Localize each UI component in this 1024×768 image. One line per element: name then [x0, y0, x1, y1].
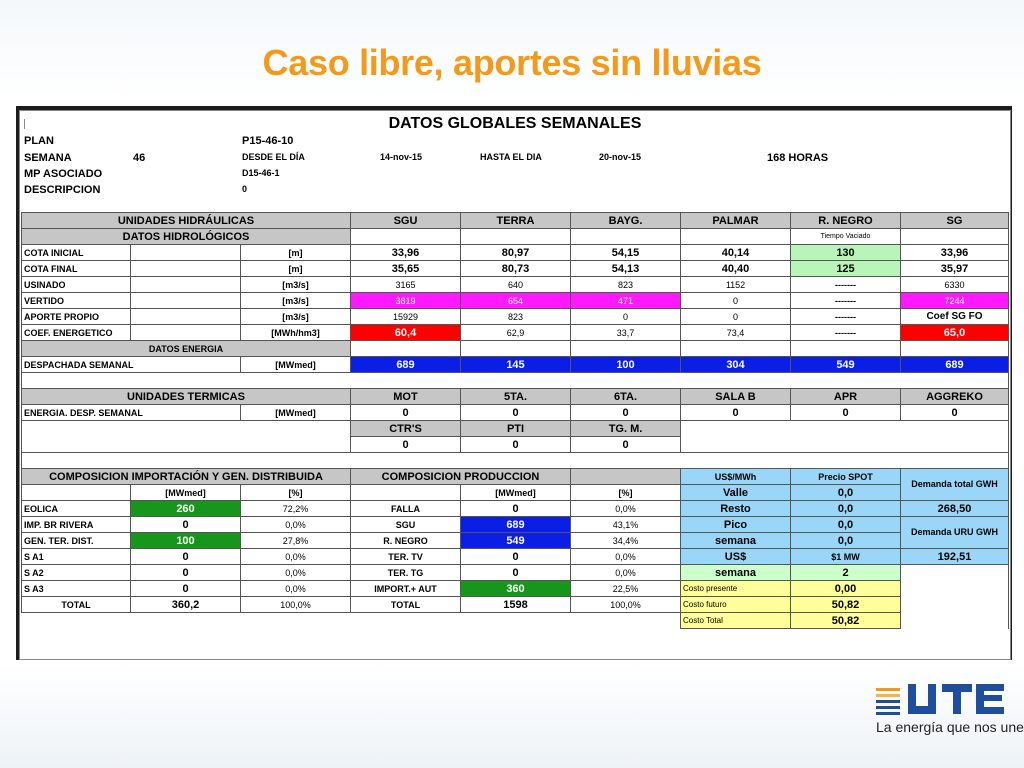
cell: 35,97 — [901, 261, 1009, 277]
thermal-values2-row — [22, 437, 1009, 453]
cell: ------- — [791, 309, 901, 325]
cell: 54,15 — [571, 245, 681, 261]
cell: 640 — [461, 277, 571, 293]
col-palmar: PALMAR — [681, 213, 791, 229]
cell-highlight-blue: 689 — [901, 357, 1009, 373]
cell-highlight-red: 65,0 — [901, 325, 1009, 341]
thermal-section-label: UNIDADES TERMICAS — [22, 389, 351, 405]
descripcion-value: 0 — [242, 184, 248, 194]
hasta-label: HASTA EL DIA — [480, 152, 542, 162]
row-unit: [m3/s] — [241, 277, 351, 293]
desde-label: DESDE EL DÍA — [242, 152, 305, 162]
cell: 73,4 — [681, 325, 791, 341]
table-row — [22, 261, 1009, 277]
precio-spot-label: Precio SPOT — [791, 469, 901, 485]
hydro-header-row — [22, 213, 1009, 229]
cell: 0 — [461, 501, 571, 517]
cell: 6330 — [901, 277, 1009, 293]
usd-mwh-label: US$/MWh — [681, 469, 791, 485]
cell: ------- — [791, 293, 901, 309]
cell: 0 — [901, 405, 1009, 421]
hasta-value: 20-nov-15 — [599, 152, 642, 162]
datos-energia-label: DATOS ENERGIA — [22, 341, 351, 357]
row-label: EOLICA — [22, 501, 131, 517]
col-tgm: TG. M. — [571, 421, 681, 437]
total-prod-pct: 100,0% — [571, 597, 681, 613]
datos-hidrologicos-row — [22, 229, 1009, 245]
tiempo-vaciado-label: Tiempo Vaciado — [791, 229, 901, 245]
semana-label: SEMANA — [24, 152, 72, 164]
row-label: COTA FINAL — [22, 261, 131, 277]
costo-total-row — [22, 613, 1009, 629]
brand-tagline: La energía que nos une — [876, 719, 1024, 735]
col-6ta: 6TA. — [571, 389, 681, 405]
col-rnegro: R. NEGRO — [791, 213, 901, 229]
prod-label: FALLA — [351, 501, 461, 517]
cell: 823 — [571, 277, 681, 293]
spot-value: $1 MW — [791, 549, 901, 565]
row-unit: [MWmed] — [241, 405, 351, 421]
demanda-uru-label: Demanda URU GWH — [901, 517, 1009, 549]
spacer-row — [22, 453, 1009, 469]
cell-highlight-green: 100 — [131, 533, 241, 549]
cell: 823 — [461, 309, 571, 325]
cell: 0 — [791, 405, 901, 421]
prod-label: TER. TG — [351, 565, 461, 581]
spacer-row — [22, 373, 1009, 389]
demanda-uru-value: 192,51 — [901, 549, 1009, 565]
hydro-section-label: UNIDADES HIDRÁULICAS — [22, 213, 351, 229]
cell-highlight-blue: 549 — [791, 357, 901, 373]
cell: 27,8% — [241, 533, 351, 549]
thermal-energy-row — [22, 405, 1009, 421]
table-row — [22, 293, 1009, 309]
cell-highlight-magenta: 7244 — [901, 293, 1009, 309]
cell: 0 — [681, 309, 791, 325]
coef-sg-fo-label: Coef SG FO — [901, 309, 1009, 325]
cell: 0 — [571, 309, 681, 325]
table-row — [22, 581, 1009, 597]
cell: 0 — [131, 517, 241, 533]
row-unit: [m] — [241, 245, 351, 261]
cell-highlight-blue: 549 — [461, 533, 571, 549]
spot-value: 0,0 — [791, 501, 901, 517]
cell-highlight-blue: 100 — [571, 357, 681, 373]
cell-highlight-blue: 304 — [681, 357, 791, 373]
cell: 0,0% — [241, 581, 351, 597]
descripcion-label: DESCRIPCION — [24, 184, 101, 196]
import-header: COMPOSICION IMPORTACIÓN Y GEN. DISTRIBUIDA — [22, 469, 351, 485]
logo-stripes-icon — [876, 688, 900, 715]
cell: 0 — [131, 565, 241, 581]
cell: 80,73 — [461, 261, 571, 277]
spot-label: semana — [681, 565, 791, 581]
costo-total-value: 50,82 — [791, 613, 901, 629]
prod-label: SGU — [351, 517, 461, 533]
cell: 0 — [681, 405, 791, 421]
prod-header: COMPOSICION PRODUCCION — [351, 469, 571, 485]
composicion-header-row — [22, 469, 1009, 485]
cell-highlight-blue: 689 — [461, 517, 571, 533]
demanda-total-value: 268,50 — [901, 501, 1009, 517]
cell-highlight-red: 60,4 — [351, 325, 461, 341]
cell: 54,13 — [571, 261, 681, 277]
cell: 35,65 — [351, 261, 461, 277]
row-label: DESPACHADA SEMANAL — [22, 357, 241, 373]
cell: 15929 — [351, 309, 461, 325]
cell-highlight-blue: 145 — [461, 357, 571, 373]
col-aggreko: AGGREKO — [901, 389, 1009, 405]
spot-label: Resto — [681, 501, 791, 517]
table-row — [22, 309, 1009, 325]
cell: 43,1% — [571, 517, 681, 533]
plan-value: P15-46-10 — [242, 135, 294, 147]
spot-value: 0,0 — [791, 517, 901, 533]
prod-label: IMPORT.+ AUT — [351, 581, 461, 597]
composicion-units-row — [22, 485, 1009, 501]
unit-pct: [%] — [241, 485, 351, 501]
datos-energia-row — [22, 341, 1009, 357]
col-sala-b: SALA B — [681, 389, 791, 405]
slide-title: Caso libre, aportes sin lluvias — [262, 42, 762, 83]
prod-label: TER. TV — [351, 549, 461, 565]
col-apr: APR — [791, 389, 901, 405]
cell-highlight-green: 360 — [461, 581, 571, 597]
row-label: APORTE PROPIO — [22, 309, 131, 325]
cell: 33,96 — [901, 245, 1009, 261]
thermal-header-row — [22, 389, 1009, 405]
cell: 0 — [131, 581, 241, 597]
row-label: COTA INICIAL — [22, 245, 131, 261]
row-unit: [m3/s] — [241, 309, 351, 325]
row-label: GEN. TER. DIST. — [22, 533, 131, 549]
mp-label: MP ASOCIADO — [24, 168, 103, 180]
prod-label: R. NEGRO — [351, 533, 461, 549]
col-terra: TERRA — [461, 213, 571, 229]
spot-value: 0,0 — [791, 485, 901, 501]
horas-value: 168 HORAS — [767, 152, 829, 164]
costo-presente-label: Costo presente — [681, 581, 791, 597]
total-prod-label: TOTAL — [351, 597, 461, 613]
cell-highlight-green: 125 — [791, 261, 901, 277]
cell: 40,40 — [681, 261, 791, 277]
total-prod-mw: 1598 — [461, 597, 571, 613]
cell: 3165 — [351, 277, 461, 293]
cell: 0,0% — [571, 501, 681, 517]
cell: 1152 — [681, 277, 791, 293]
cell: 0,0% — [241, 517, 351, 533]
cell: 0 — [681, 293, 791, 309]
cell-highlight-magenta: 3819 — [351, 293, 461, 309]
total-pct: 100,0% — [241, 597, 351, 613]
total-mw: 360,2 — [131, 597, 241, 613]
unit-mw: [MWmed] — [131, 485, 241, 501]
cell-highlight-blue: 689 — [351, 357, 461, 373]
costo-presente-value: 0,00 — [791, 581, 901, 597]
table-row — [22, 325, 1009, 341]
desde-value: 14-nov-15 — [380, 152, 423, 162]
costo-total-label: Costo Total — [681, 613, 791, 629]
row-label: IMP. BR RIVERA — [22, 517, 131, 533]
row-label: S A1 — [22, 549, 131, 565]
demanda-total-label: Demanda total GWH — [901, 469, 1009, 501]
costo-futuro-label: Costo futuro — [681, 597, 791, 613]
spot-value: 0,0 — [791, 533, 901, 549]
cell: 0 — [571, 405, 681, 421]
data-table — [21, 212, 1009, 629]
costo-futuro-value: 50,82 — [791, 597, 901, 613]
table-row — [22, 245, 1009, 261]
spot-label: Valle — [681, 485, 791, 501]
cell: 0 — [351, 437, 461, 453]
row-unit: [m] — [241, 261, 351, 277]
total-label: TOTAL — [22, 597, 131, 613]
cell: 0 — [461, 549, 571, 565]
ute-logo — [872, 678, 1012, 722]
cell: 22,5% — [571, 581, 681, 597]
logo-letters-icon — [908, 684, 1004, 714]
cell: 0,0% — [571, 565, 681, 581]
cell: 0,0% — [241, 549, 351, 565]
cell: 0,0% — [571, 549, 681, 565]
row-label: ENERGIA. DESP. SEMANAL — [22, 405, 241, 421]
cell: 34,4% — [571, 533, 681, 549]
cell: 0 — [461, 437, 571, 453]
cell: 0 — [571, 437, 681, 453]
despachada-row — [22, 357, 1009, 373]
sheet-title: DATOS GLOBALES SEMANALES — [388, 115, 642, 132]
row-label: S A3 — [22, 581, 131, 597]
semana-value: 46 — [133, 152, 146, 164]
unit-pct: [%] — [571, 485, 681, 501]
row-unit: [MWh/hm3] — [241, 325, 351, 341]
cell: 33,96 — [351, 245, 461, 261]
thermal-header2-row — [22, 421, 1009, 437]
cell-highlight-green: 130 — [791, 245, 901, 261]
mp-value: D15-46-1 — [242, 168, 280, 178]
col-sgu: SGU — [351, 213, 461, 229]
cell: 0 — [131, 549, 241, 565]
spot-label: Pico — [681, 517, 791, 533]
plan-label: PLAN — [24, 135, 54, 147]
datos-hidrologicos-label: DATOS HIDROLÓGICOS — [22, 229, 351, 245]
total-row — [22, 597, 1009, 613]
row-label: COEF. ENERGETICO — [22, 325, 131, 341]
cell: 33,7 — [571, 325, 681, 341]
table-row — [22, 501, 1009, 517]
cell: ------- — [791, 277, 901, 293]
cell-highlight-green: 260 — [131, 501, 241, 517]
cell: 72,2% — [241, 501, 351, 517]
table-row — [22, 549, 1009, 565]
unit-mw: [MWmed] — [461, 485, 571, 501]
spot-value: 2 — [791, 565, 901, 581]
col-5ta: 5TA. — [461, 389, 571, 405]
cell: ------- — [791, 325, 901, 341]
table-row — [22, 517, 1009, 533]
row-label: S A2 — [22, 565, 131, 581]
cell: 0 — [351, 405, 461, 421]
cell: 0 — [461, 565, 571, 581]
spot-label: US$ — [681, 549, 791, 565]
row-label: VERTIDO — [22, 293, 131, 309]
col-ctrs: CTR'S — [351, 421, 461, 437]
table-row — [22, 565, 1009, 581]
cell-highlight-magenta: 471 — [571, 293, 681, 309]
col-mot: MOT — [351, 389, 461, 405]
table-row — [22, 533, 1009, 549]
col-sg: SG — [901, 213, 1009, 229]
row-unit: [MWmed] — [241, 357, 351, 373]
col-bayg: BAYG. — [571, 213, 681, 229]
table-row — [22, 277, 1009, 293]
col-pti: PTI — [461, 421, 571, 437]
cell: 0 — [461, 405, 571, 421]
cell-highlight-magenta: 654 — [461, 293, 571, 309]
cell: 40,14 — [681, 245, 791, 261]
background-bottom — [0, 662, 1024, 768]
cell: 0,0% — [241, 565, 351, 581]
cell: 62,9 — [461, 325, 571, 341]
row-unit: [m3/s] — [241, 293, 351, 309]
spot-label: semana — [681, 533, 791, 549]
cell: 80,97 — [461, 245, 571, 261]
spreadsheet — [19, 110, 1011, 660]
row-label: USINADO — [22, 277, 131, 293]
